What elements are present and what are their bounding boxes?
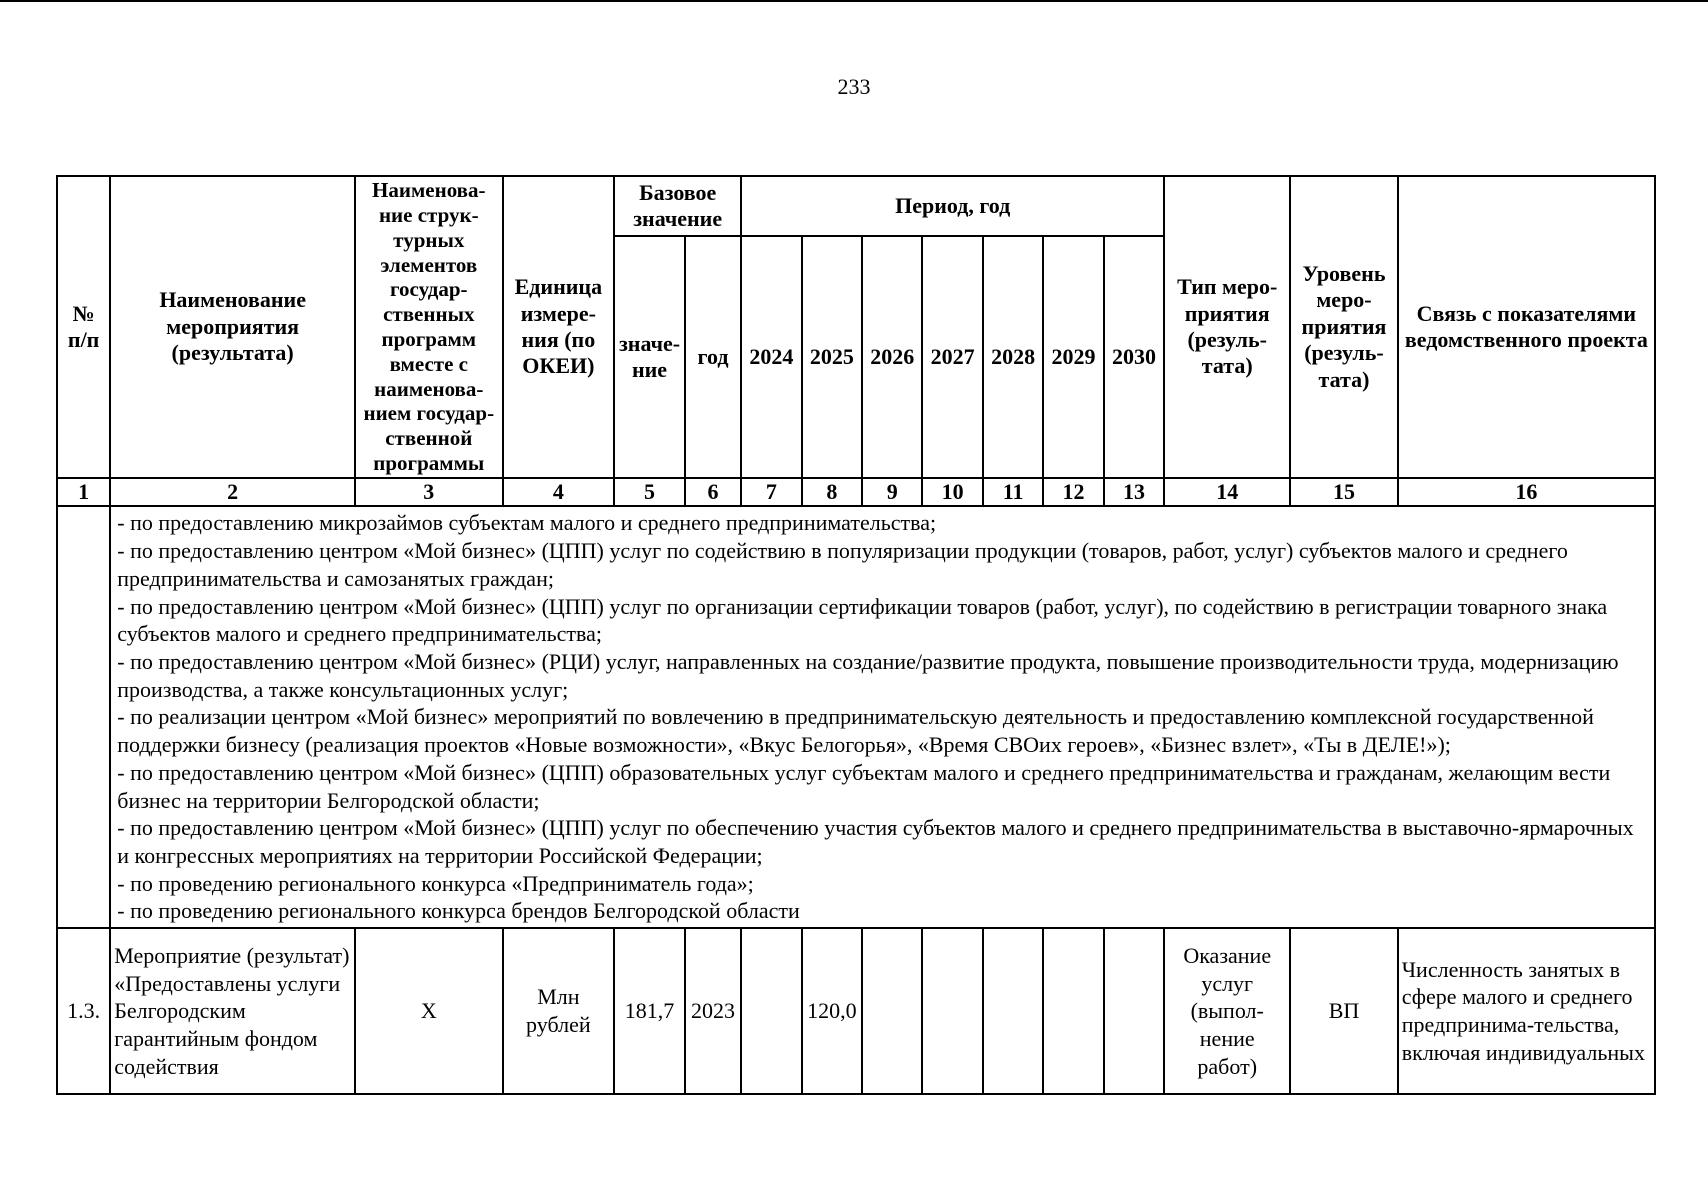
header-year-2024: 2024 — [741, 236, 801, 478]
header-type: Тип меро-приятия (резуль-тата) — [1164, 176, 1290, 478]
continuation-text — [110, 506, 1655, 928]
text-line: - по проведению регионального конкурса брендов Белгородской области — [117, 898, 800, 924]
column-number: 10 — [922, 478, 982, 506]
row-base-year: 2023 — [685, 928, 741, 1094]
text-line: - по предоставлению микрозаймов субъектам малого и среднего предпринимательства; — [117, 510, 937, 536]
text-line: - по предоставлению центром «Мой бизнес» (ЦПП) услуг по содействию в популяризации продукции (товаров, работ, услуг) субъектов малого и среднего предпринимательства и самозанятых граждан; — [117, 538, 1568, 591]
header-unit: Единица измере-ния (по ОКЕИ) — [503, 176, 615, 478]
column-number: 4 — [503, 478, 615, 506]
header-base-value-group: Базовое значение — [614, 176, 741, 236]
column-number: 2 — [110, 478, 355, 506]
text-line: - по реализации центром «Мой бизнес» мероприятий по вовлечению в предпринимательскую деятельность и предоставлению комплексной государственной поддержки бизнесу (реализация проектов «Новые возможности», «Вкус Белогорья», «Время СВОих героев», «Бизнес взлет», «Ты в ДЕЛЕ!»); — [117, 704, 1594, 758]
row-2026 — [862, 928, 922, 1094]
header-level: Уровень меро-приятия (резуль-тата) — [1290, 176, 1398, 478]
column-number-row — [57, 478, 1655, 506]
column-number: 7 — [741, 478, 801, 506]
measures-table — [56, 175, 1656, 1095]
column-number: 5 — [614, 478, 685, 506]
text-line: - по предоставлению центром «Мой бизнес» (РЦИ) услуг, направленных на создание/развитие продукта, повышение производительности труда, модернизацию производства, а также консультационных услуг; — [117, 648, 1619, 702]
column-number: 14 — [1164, 478, 1290, 506]
row-2030 — [1104, 928, 1165, 1094]
row-type: Оказание услуг (выпол-нение работ) — [1164, 928, 1290, 1094]
header-name: Наименование мероприятия (результата) — [110, 176, 355, 478]
header-year-2026: 2026 — [862, 236, 922, 478]
table-row — [57, 928, 1655, 1094]
header-year-2029: 2029 — [1043, 236, 1103, 478]
column-number: 16 — [1398, 478, 1655, 506]
row-unit: Млн рублей — [503, 928, 615, 1094]
continuation-num-cell — [57, 506, 110, 928]
text-line: - по предоставлению центром «Мой бизнес» (ЦПП) услуг по обеспечению участия субъектов малого и среднего предпринимательства в выставочно-ярмарочных и конгрессных мероприятиях на территории Российской Федерации; — [117, 815, 1634, 869]
header-year-2027: 2027 — [922, 236, 982, 478]
header-period-group: Период, год — [741, 176, 1164, 236]
column-number: 15 — [1290, 478, 1398, 506]
header-year-2030: 2030 — [1104, 236, 1165, 478]
row-2024 — [741, 928, 801, 1094]
column-number: 6 — [685, 478, 741, 506]
header-base-value: значе-ние — [614, 236, 685, 478]
row-link: Численность занятых в сфере малого и среднего предпринима-тельства, включая индивидуальных — [1398, 928, 1655, 1094]
row-structural: X — [355, 928, 502, 1094]
header-year-2025: 2025 — [802, 236, 862, 478]
row-num: 1.3. — [57, 928, 110, 1094]
text-line: - по предоставлению центром «Мой бизнес» (ЦПП) образовательных услуг субъектам малого и среднего предпринимательства и гражданам, желающим вести бизнес на территории Белгородской области; — [117, 759, 1611, 813]
row-base-value: 181,7 — [614, 928, 685, 1094]
row-2025: 120,0 — [802, 928, 862, 1094]
column-number: 8 — [802, 478, 862, 506]
header-num: № п/п — [57, 176, 110, 478]
top-rule — [0, 0, 1708, 2]
header-link: Связь с показателями ведомственного проекта — [1398, 176, 1655, 478]
page-number: 233 — [837, 74, 871, 99]
text-line: - по проведению регионального конкурса «Предприниматель года»; — [117, 870, 754, 896]
row-2029 — [1043, 928, 1103, 1094]
header-base-year: год — [685, 236, 741, 478]
column-number: 3 — [355, 478, 502, 506]
column-number: 12 — [1043, 478, 1103, 506]
row-level: ВП — [1290, 928, 1398, 1094]
row-name: Мероприятие (результат) «Предоставлены услуги Белгородским гарантийным фондом содействия — [110, 928, 355, 1094]
column-number: 9 — [862, 478, 922, 506]
header-structural-elements: Наименова-ние струк-турных элементов государ-ственных программ вместе с наименова-нием государ-ственной программы — [355, 176, 502, 478]
column-number: 1 — [57, 478, 110, 506]
text-line: - по предоставлению центром «Мой бизнес» (ЦПП) услуг по организации сертификации товаров (работ, услуг), по содействию в регистрации товарного знака субъектов малого и среднего предпринимательства; — [117, 593, 1608, 647]
column-number: 11 — [983, 478, 1043, 506]
row-2028 — [983, 928, 1043, 1094]
column-number: 13 — [1104, 478, 1165, 506]
continuation-row — [57, 506, 1655, 928]
row-2027 — [922, 928, 982, 1094]
header-year-2028: 2028 — [983, 236, 1043, 478]
